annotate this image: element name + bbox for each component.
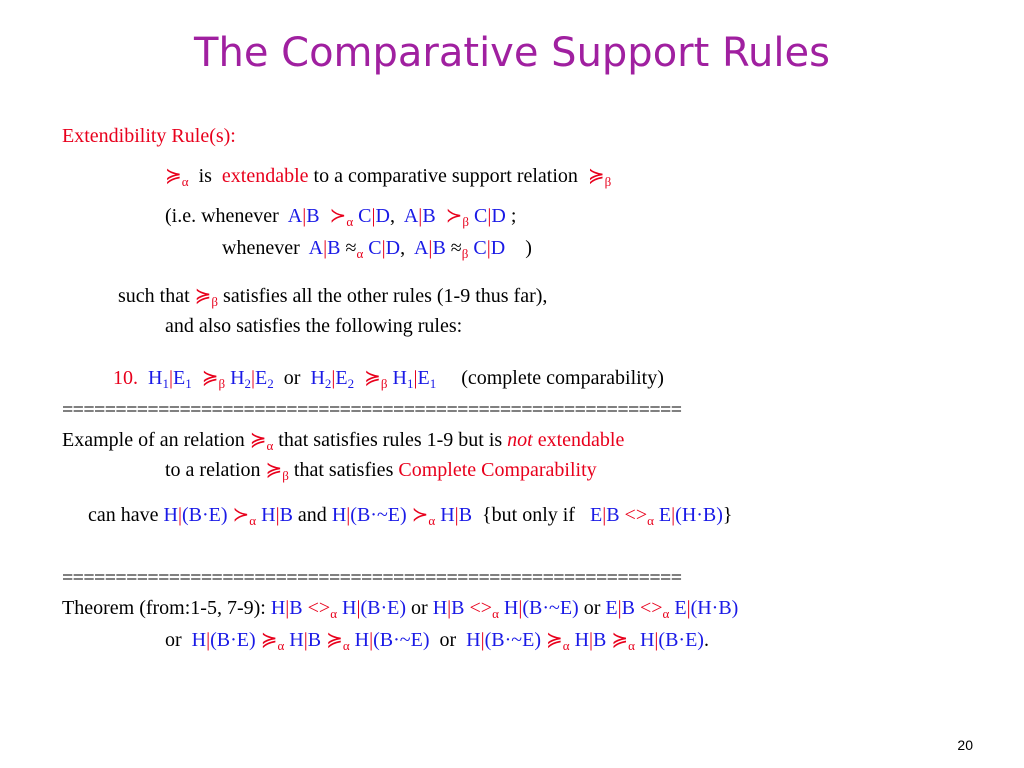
divider-2: ========================================================== (62, 567, 682, 589)
theorem-line-2: or H|(B·E) $≽_\alpha$ H|B $≽_\alpha$ H|(B·~E) or H|(B·~E) $≽_\alpha$ H|B $≽_\alpha$ H|(B·E). (165, 629, 709, 653)
line-ie-whenever: (i.e. whenever A|B $≻_\alpha$ C|D, A|B $≻_\beta$ C|D ; (165, 205, 517, 229)
line-such-that: such that $≽_\beta$ satisfies all the other rules (1-9 thus far), (118, 285, 548, 309)
theorem-line: Theorem (from:1-5, 7-9): $H|B <>_\alpha$ H|(B·E) or $H|B <>_\alpha$ H|(B·~E) or $E|B <>_\alpha$ E|(H·B) (62, 597, 739, 621)
rule-10: 10. $H_1|E_1$ $≽_\beta$ $H_2|E_2$ or $H_2|E_2$ $≽_\beta$ $H_1|E_1$ (complete comparability) (113, 367, 664, 391)
can-have-line: can have H|(B·E) $≻_\alpha$ H|B and H|(B·~E) $≻_\alpha$ H|B {but only if $E|B <>_\alpha$ E|(H·B)} (88, 504, 733, 528)
section-heading: Extendibility Rule(s): (62, 125, 236, 147)
line-whenever-approx: whenever $A|B \approx_\alpha$ C|D, $A|B \approx_\beta$ C|D ) (222, 237, 532, 261)
divider: ========================================================== (62, 399, 682, 421)
line-extendable: $≽_\alpha$ is extendable to a comparative support relation $≽_\beta$ (165, 165, 612, 189)
example-line: Example of an relation $≽_\alpha$ that satisfies rules 1-9 but is not extendable (62, 429, 625, 453)
slide-title: The Comparative Support Rules (194, 30, 830, 76)
line-also-satisfies: and also satisfies the following rules: (165, 315, 463, 337)
example-line-2: to a relation $≽_\beta$ that satisfies Complete Comparability (165, 459, 597, 483)
page-number: 20 (957, 737, 973, 753)
